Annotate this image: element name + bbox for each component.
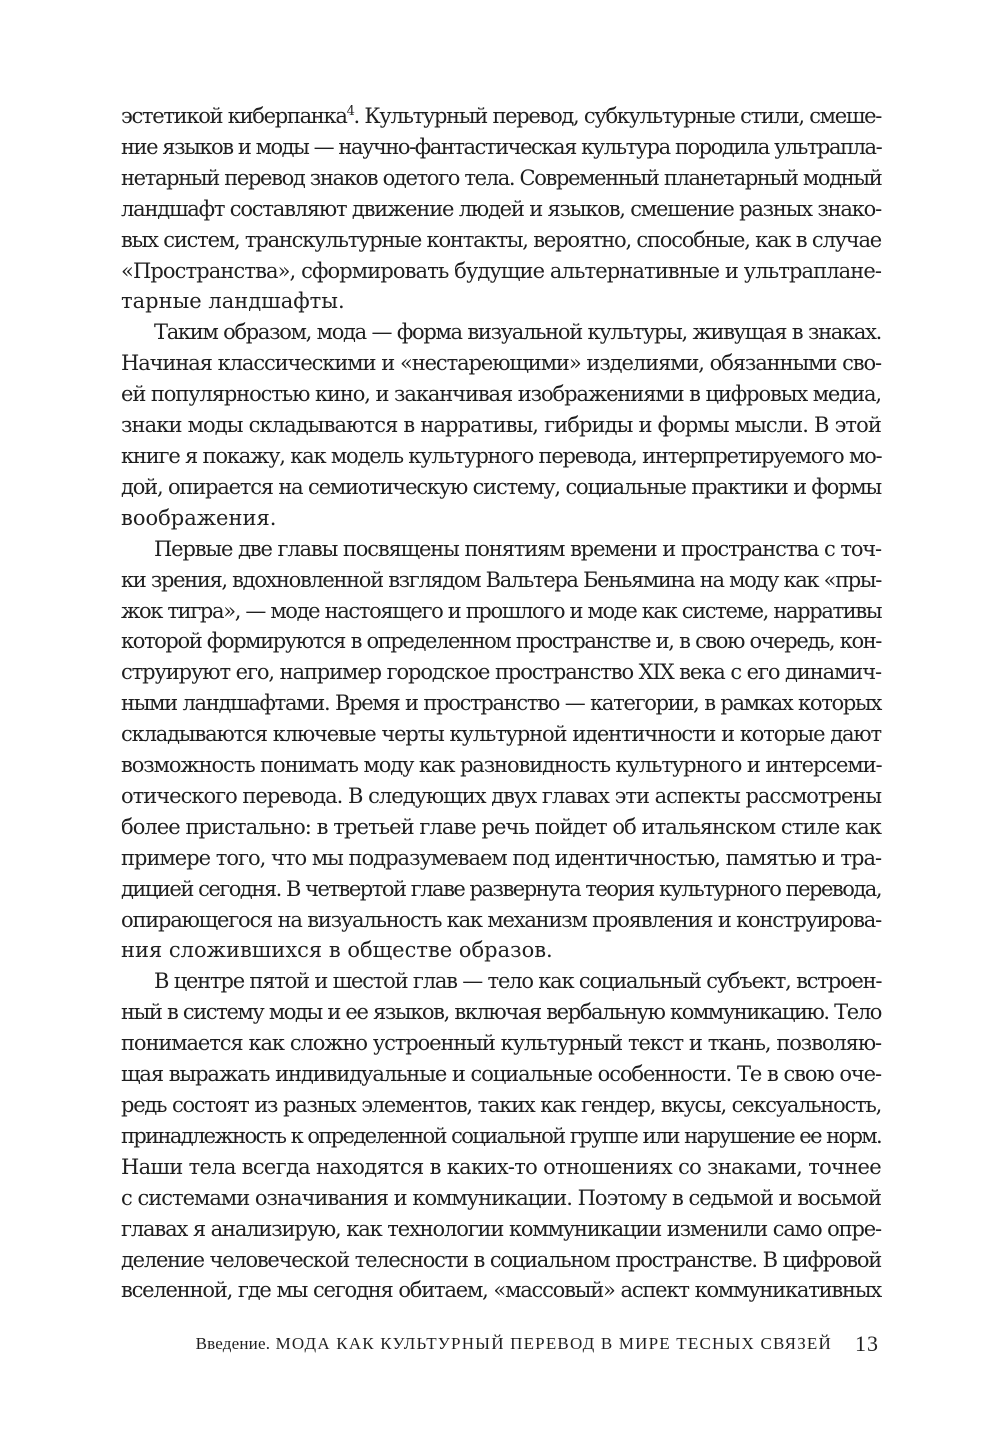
paragraph-3: [121, 534, 881, 967]
page-body: [121, 101, 881, 1306]
text-line: ный в систему моды и ее языков, включая вербальную коммуникацию. Тело: [121, 1000, 881, 1025]
text-line: знаки моды складываются в нарративы, гибриды и формы мысли. В этой: [121, 413, 881, 438]
text-line: Наши тела всегда находятся в каких-то отношениях со знаками, точнее: [121, 1154, 881, 1179]
paragraph-4: [121, 966, 881, 1306]
text-line: щая выражать индивидуальные и социальные особенности. Те в свою оче-: [121, 1062, 881, 1087]
text-line: примере того, что мы подразумеваем под идентичностью, памятью и тра-: [121, 845, 882, 870]
text-line: ки зрения, вдохновленной взглядом Вальтера Беньямина на моду как «пры-: [121, 567, 881, 592]
text-fragment: . Культурный перевод, субкультурные стили, смеше-: [353, 104, 881, 128]
text-line: книге я покажу, как модель культурного перевода, интерпретируемого мо-: [121, 443, 882, 468]
text-line: редь состоят из разных элементов, таких как гендер, вкусы, сексуальность,: [121, 1093, 881, 1117]
text-line: понимается как сложно устроенный культурный текст и ткань, позволяю-: [121, 1031, 881, 1056]
text-line: жок тигра», — моде настоящего и прошлого и моде как системе, нарративы: [121, 598, 882, 623]
text-line: ние языков и моды — научно-фантастическая культура породила ультрапла-: [121, 134, 882, 159]
page-footer: [0, 1331, 1000, 1358]
text-line: нетарный перевод знаков одетого тела. Современный планетарный модный: [121, 165, 882, 190]
text-line: с системами означивания и коммуникации. Поэтому в седьмой и восьмой: [121, 1185, 881, 1210]
text-line: возможность понимать моду как разновидность культурного и интерсеми-: [121, 753, 882, 778]
text-line: Таким образом, мода — форма визуальной культуры, живущая в знаках.: [154, 320, 881, 345]
text-line: ей популярностью кино, и заканчивая изображениями в цифровых медиа,: [121, 382, 881, 407]
main-text: [121, 101, 881, 1306]
text-line: главах я анализирую, как технологии коммуникации изменили само опре-: [121, 1216, 881, 1241]
text-line: более пристально: в третьей главе речь пойдет об итальянском стиле как: [121, 814, 881, 839]
text-line: принадлежность к определенной социальной группе или нарушение ее норм.: [121, 1123, 881, 1148]
text-line: В центре пятой и шестой глав — тело как социальный субъект, встроен-: [154, 969, 882, 994]
text-line: складываются ключевые черты культурной идентичности и которые дают: [121, 722, 881, 747]
text-line: которой формируются в определенном пространстве и, в свою очередь, кон-: [121, 629, 881, 654]
text-line: дицией сегодня. В четвертой главе развернута теория культурного перевода,: [121, 876, 881, 901]
text-line: тарные ландшафты.: [121, 289, 345, 314]
text-line: ния сложившихся в обществе образов.: [121, 938, 553, 963]
text-line: опирающегося на визуальность как механизм проявления и конструирова-: [121, 907, 881, 932]
text-line: отического перевода. В следующих двух главах эти аспекты рассмотрены: [121, 783, 882, 808]
paragraph-1: [121, 101, 881, 317]
text-line: Первые две главы посвящены понятиям времени и пространства с точ-: [154, 536, 881, 561]
page-number: 13: [855, 1331, 879, 1356]
text-line: деление человеческой телесности в социальном пространстве. В цифровой: [121, 1247, 881, 1272]
text-line: струируют его, например городское пространство XIX века с его динамич-: [121, 660, 881, 685]
running-head: [196, 1334, 832, 1354]
text-line: воображения.: [121, 505, 277, 530]
running-head-title: МОДА КАК КУЛЬТУРНЫЙ ПЕРЕВОД В МИРЕ ТЕСНЫХ СВЯЗЕЙ: [275, 1334, 832, 1353]
paragraph-2: [121, 317, 881, 533]
text-line: Начиная классическими и «нестареющими» изделиями, обязанными сво-: [121, 351, 881, 376]
text-line: дой, опирается на семиотическую систему, социальные практики и формы: [121, 474, 881, 499]
text-line: вселенной, где мы сегодня обитаем, «массовый» аспект коммуникативных: [121, 1278, 881, 1303]
text-line: вых систем, транскультурные контакты, вероятно, способные, как в случае: [121, 227, 881, 252]
text-line: ландшафт составляют движение людей и языков, смешение разных знако-: [121, 196, 881, 221]
text-line: ными ландшафтами. Время и пространство — категории, в рамках которых: [121, 691, 881, 716]
text-fragment: эстетикой киберпанка: [121, 104, 347, 128]
text-line: [121, 101, 881, 132]
text-line: «Пространства», сформировать будущие альтернативные и ультраплане-: [121, 258, 882, 283]
footnote-marker[interactable]: 4: [346, 104, 354, 119]
running-head-section: Введение.: [195, 1334, 271, 1353]
